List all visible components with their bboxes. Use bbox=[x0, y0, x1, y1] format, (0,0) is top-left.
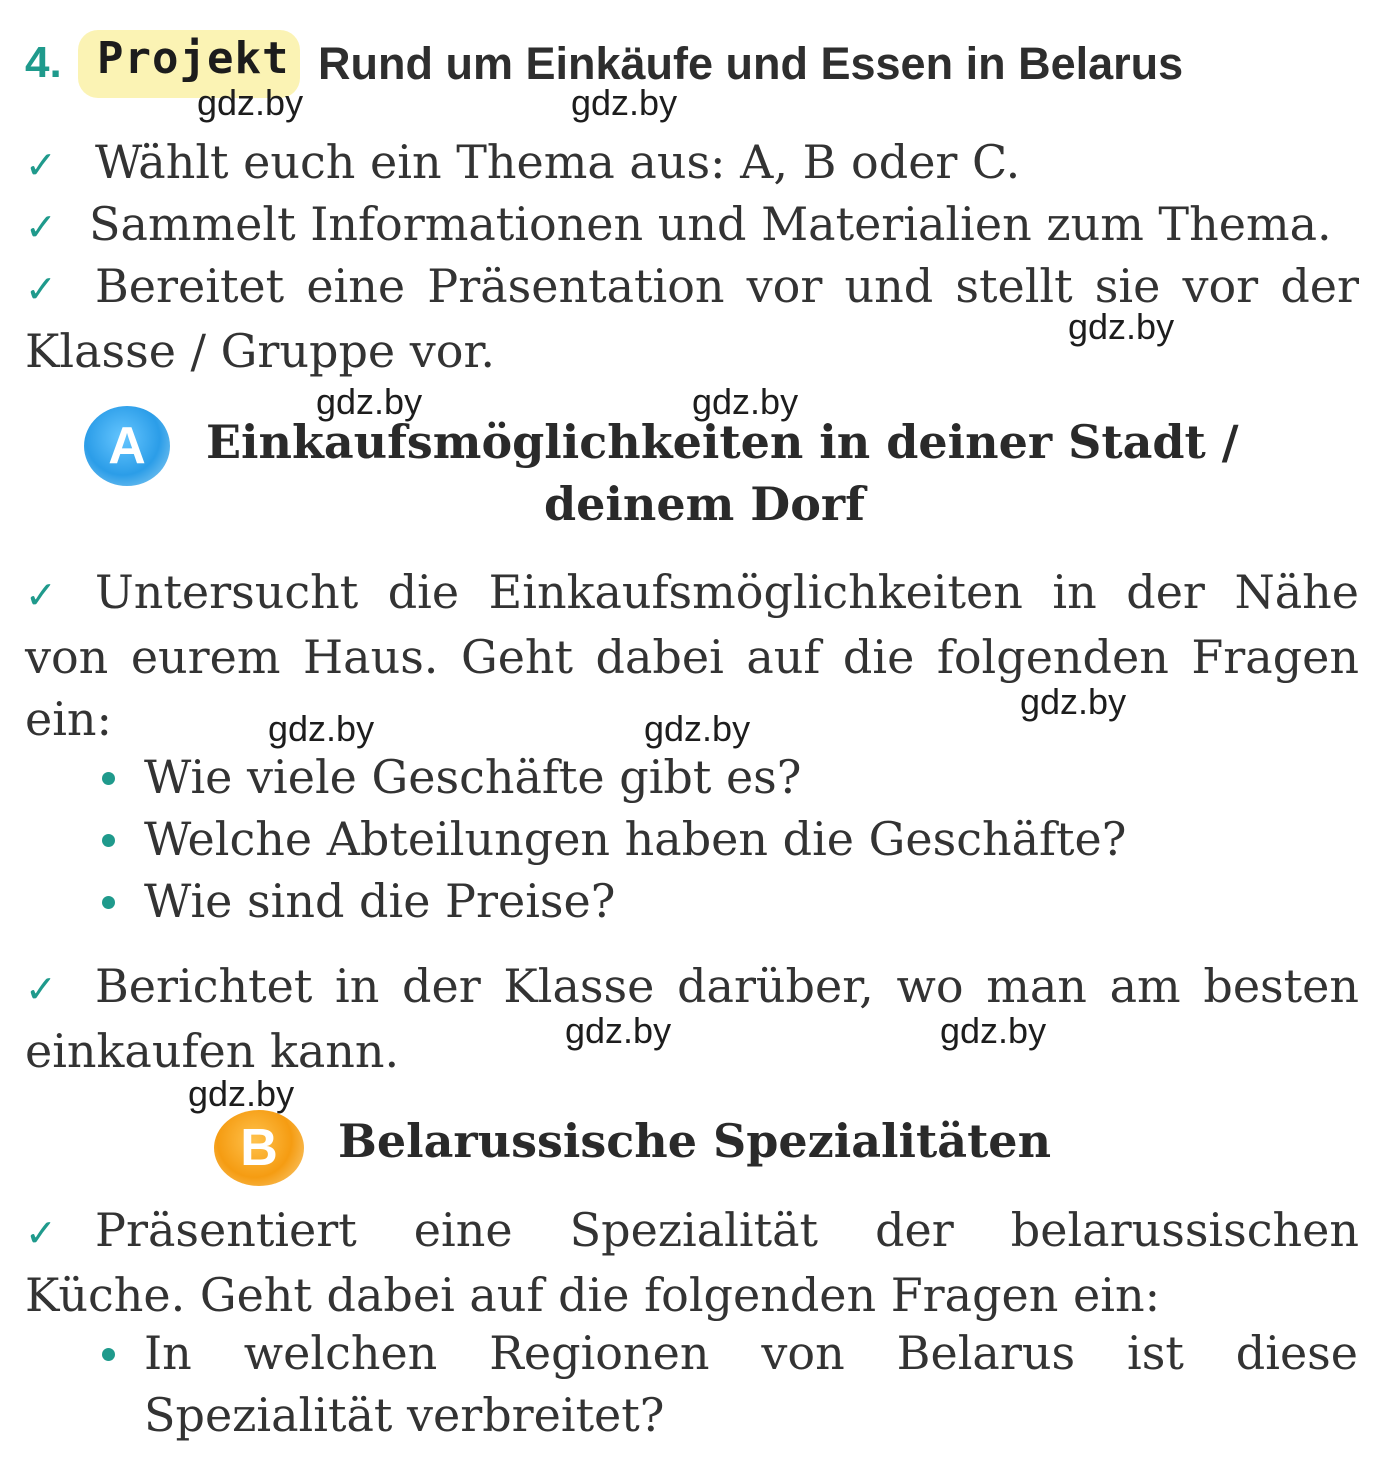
section-a-report bbox=[25, 955, 1359, 1082]
watermark: gdz.by bbox=[268, 708, 375, 749]
section-b-task-text: Präsentiert eine Spezialität der belarussischen Küche. Geht dabei auf die folgenden Fragen ein: bbox=[25, 1203, 1359, 1322]
watermark: gdz.by bbox=[940, 1010, 1047, 1051]
check-icon: ✓ bbox=[25, 205, 57, 249]
instruction-text: Wählt euch ein Thema aus: A, B oder C. bbox=[95, 135, 1021, 189]
list-item: Welche Abteilungen haben die Geschäfte? bbox=[96, 808, 1358, 870]
list-item: Wie sind die Preise? bbox=[96, 870, 1358, 932]
watermark: gdz.by bbox=[197, 82, 304, 123]
bullet-icon bbox=[102, 772, 115, 785]
projekt-badge-label: Projekt bbox=[97, 33, 290, 84]
watermark: gdz.by bbox=[316, 381, 423, 422]
watermark: gdz.by bbox=[692, 381, 799, 422]
task-title: Rund um Einkäufe und Essen in Belarus bbox=[318, 38, 1184, 89]
list-item: In welchen Regionen von Belarus ist diese Spezialität verbreitet? bbox=[96, 1322, 1358, 1446]
watermark: gdz.by bbox=[1020, 681, 1127, 722]
section-a-report-text: Berichtet in der Klasse darüber, wo man am besten einkaufen kann. bbox=[25, 959, 1359, 1078]
section-b-icon: B bbox=[214, 1110, 304, 1186]
section-a-title-line1: Einkaufsmöglichkeiten in deiner Stadt / bbox=[206, 415, 1239, 469]
section-b-task bbox=[25, 1199, 1359, 1326]
list-item: Wie viele Geschäfte gibt es? bbox=[96, 746, 1358, 808]
check-icon: ✓ bbox=[25, 143, 57, 187]
bullet-icon bbox=[102, 896, 115, 909]
instruction-text: Bereitet eine Präsentation vor und stellt sie vor der Klasse / Gruppe vor. bbox=[25, 259, 1359, 378]
section-a-question-list bbox=[96, 746, 1358, 932]
watermark: gdz.by bbox=[188, 1073, 295, 1114]
instruction-collect-info bbox=[25, 193, 1359, 258]
task-number: 4. bbox=[25, 38, 62, 87]
instruction-text: Sammelt Informationen und Materialien zum Thema. bbox=[89, 197, 1332, 251]
watermark: gdz.by bbox=[565, 1010, 672, 1051]
watermark: gdz.by bbox=[571, 82, 678, 123]
instruction-choose-topic bbox=[25, 131, 1359, 196]
check-icon: ✓ bbox=[25, 573, 57, 617]
watermark: gdz.by bbox=[644, 708, 751, 749]
check-icon: ✓ bbox=[25, 267, 57, 311]
check-icon: ✓ bbox=[25, 967, 57, 1011]
bullet-icon bbox=[102, 1348, 115, 1361]
section-b-title: Belarussische Spezialitäten bbox=[338, 1114, 1052, 1168]
section-a-icon: A bbox=[84, 406, 170, 486]
section-a-title-line2: deinem Dorf bbox=[544, 477, 865, 531]
bullet-icon bbox=[102, 834, 115, 847]
check-icon: ✓ bbox=[25, 1211, 57, 1255]
section-b-question-list bbox=[96, 1322, 1358, 1446]
watermark: gdz.by bbox=[1068, 306, 1175, 347]
section-a-task-text: Untersucht die Einkaufsmöglichkeiten in der Nähe von eurem Haus. Geht dabei auf die folgenden Fragen ein: bbox=[25, 565, 1359, 746]
